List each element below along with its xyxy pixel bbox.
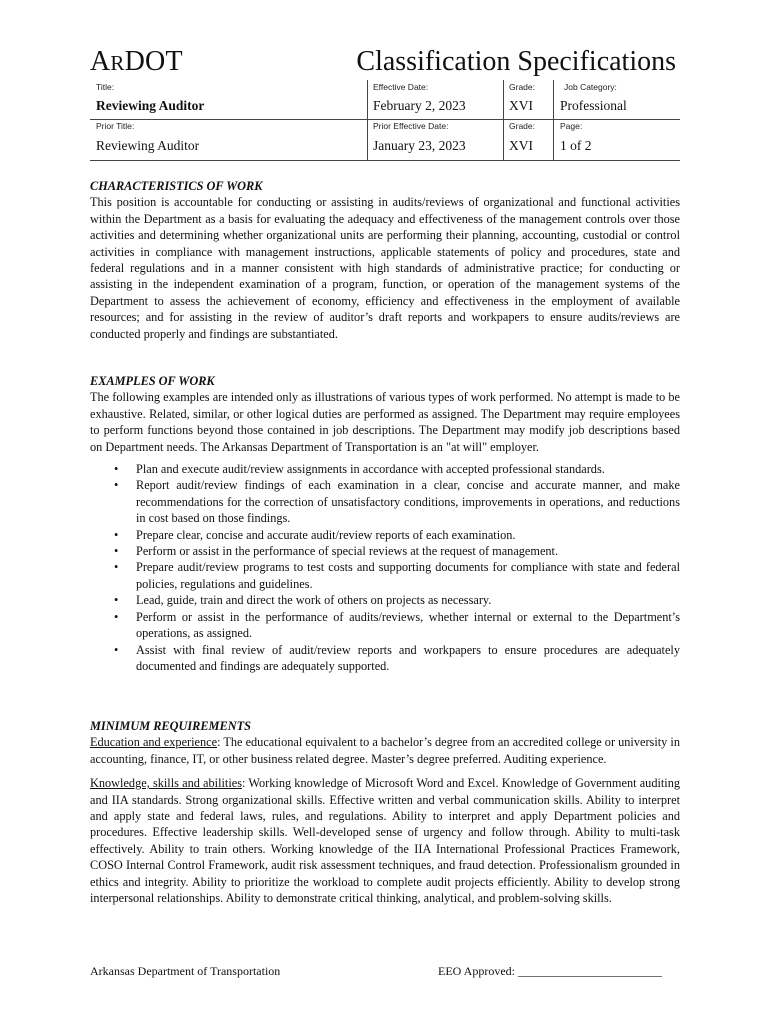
education-label: Education and experience xyxy=(90,735,218,750)
requirements-heading: MINIMUM REQUIREMENTS xyxy=(90,719,251,733)
bullet-icon: • xyxy=(114,593,119,608)
prior-grade-label: Grade: xyxy=(509,121,535,131)
characteristics-section xyxy=(90,178,680,342)
prior-effective-date-value: January 23, 2023 xyxy=(373,138,466,153)
ksa-label: Knowledge, skills and abilities xyxy=(90,776,242,791)
info-column-divider xyxy=(503,80,504,160)
education-text: : The educational equivalent to a bachelor’s degree from an accredited college or university in accounting, finance, IT, or other business related degree. Master’s degree preferred. Auditing experience. xyxy=(90,735,680,766)
list-item: • Perform or assist in the performance of audits/reviews, whether internal or external to the Department’s operations, as assigned. xyxy=(114,609,680,641)
bullet-icon: • xyxy=(114,527,119,542)
characteristics-heading: CHARACTERISTICS OF WORK xyxy=(90,179,263,193)
prior-effective-date-label: Prior Effective Date: xyxy=(373,121,449,131)
prior-title-label: Prior Title: xyxy=(96,121,135,131)
job-category-label: Job Category: xyxy=(564,82,617,92)
bullet-icon: • xyxy=(114,462,119,477)
characteristics-text: This position is accountable for conducting or assisting in audits/reviews of organizational and functional activities within the Department as a basis for evaluating the adequacy and effectiveness of the management controls over those activities and determining whether organizational units are performing their planning, accounting, custodial or control activities in compliance with management instructions, applicable statements of policy and procedures, state and federal regulations and in a manner consistent with high standards of administrative practice; for conducting or assisting in the independent examination of a program, function, or operation of the management systems of the Department to assess the achievement of economy, efficiency and effectiveness in the employment of available resources; and for assisting in the review of auditor’s draft reports and workpapers to ensure audits/reviews are conducted properly and findings are substantiated. xyxy=(90,195,680,341)
page-number-value: 1 of 2 xyxy=(560,138,592,153)
bullet-icon: • xyxy=(114,642,119,657)
bullet-icon: • xyxy=(114,478,119,493)
list-item: • Prepare audit/review programs to test costs and supporting documents for compliance with state and federal policies, regulations and guidelines. xyxy=(114,560,680,591)
brand-rest: DOT xyxy=(124,46,183,77)
bullet-icon: • xyxy=(114,609,119,624)
list-item: • Assist with final review of audit/review reports and workpapers to ensure procedures are adequately documented and findings are adequately supported. xyxy=(114,642,680,673)
info-column-divider xyxy=(367,80,368,160)
examples-heading: EXAMPLES OF WORK xyxy=(90,374,215,388)
brand-first-letter: A xyxy=(90,46,111,77)
list-item: • Lead, guide, train and direct the work of others on projects as necessary. xyxy=(114,593,492,608)
prior-title-value: Reviewing Auditor xyxy=(96,138,200,153)
grade-value: XVI xyxy=(509,98,533,113)
effective-date-value: February 2, 2023 xyxy=(373,98,466,113)
title-value: Reviewing Auditor xyxy=(96,98,205,113)
ksa-paragraph xyxy=(90,775,680,906)
document-header xyxy=(90,46,682,82)
grade-label: Grade: xyxy=(509,82,535,92)
examples-text: The following examples are intended only as illustrations of various types of work performed. No attempt is made to be exhaustive. Related, similar, or other logical duties are performed as assigned. The Department may require employees to perform functions beyond those contained in job descriptions. The Department may modify job descriptions based on Department needs. The Arkansas Department of Transportation is an "at will" employer. xyxy=(90,390,680,454)
footer-organization: Arkansas Department of Transportation xyxy=(90,964,281,978)
bullet-icon: • xyxy=(114,544,119,559)
list-item: • Report audit/review findings of each examination in a clear, concise and accurate manner, and make recommendations for the correction of unsatisfactory conditions, improvements in operations, and reductions in cost based on those findings. xyxy=(114,478,680,526)
list-item: • Prepare clear, concise and accurate audit/review reports of each examination. xyxy=(114,527,516,542)
info-table-bottom-border xyxy=(90,160,680,161)
list-item: • Plan and execute audit/review assignments in accordance with accepted professional standards. xyxy=(114,462,605,477)
page-label: Page: xyxy=(560,121,583,131)
bullet-icon: • xyxy=(114,560,119,575)
job-category-value: Professional xyxy=(560,98,627,113)
list-item: • Perform or assist in the performance of special reviews at the request of management. xyxy=(114,544,559,559)
prior-grade-value: XVI xyxy=(509,138,533,153)
document-type-title: Classification Specifications xyxy=(356,46,676,77)
examples-bullet-list xyxy=(90,461,680,674)
agency-brand xyxy=(90,46,183,78)
education-paragraph xyxy=(90,734,680,767)
requirements-section xyxy=(90,718,680,906)
title-label: Title: xyxy=(96,82,115,92)
ksa-text: : Working knowledge of Microsoft Word and Excel. Knowledge of Government auditing and IIA standards. Strong organizational skills. Effective written and verbal communication skills. Ability to interpret and apply state and federal laws, rules, and regulations. Ability to interpret and apply Department policies and procedures. Effective leadership skills. Well-developed sense of urgency and follow through. Ability to multi-task effectively. Ability to train others. Working knowledge of the IIA International Professional Practices Framework, COSO Internal Control Framework, audit risk assessment techniques, and fraud detection. Professionalism grounded in ethics and integrity. Ability to prioritize the workload to complete audit projects efficiently. Ability to develop strong interpersonal relationships. Ability to demonstrate critical thinking, analytical, and problem-solving skills. xyxy=(90,776,681,906)
info-column-divider xyxy=(553,80,554,160)
brand-small-letter: R xyxy=(110,51,125,75)
examples-section xyxy=(90,373,680,674)
footer-eeo-approval: EEO Approved: ________________________ xyxy=(438,964,662,978)
effective-date-label: Effective Date: xyxy=(373,82,429,92)
info-row-divider xyxy=(90,119,680,120)
